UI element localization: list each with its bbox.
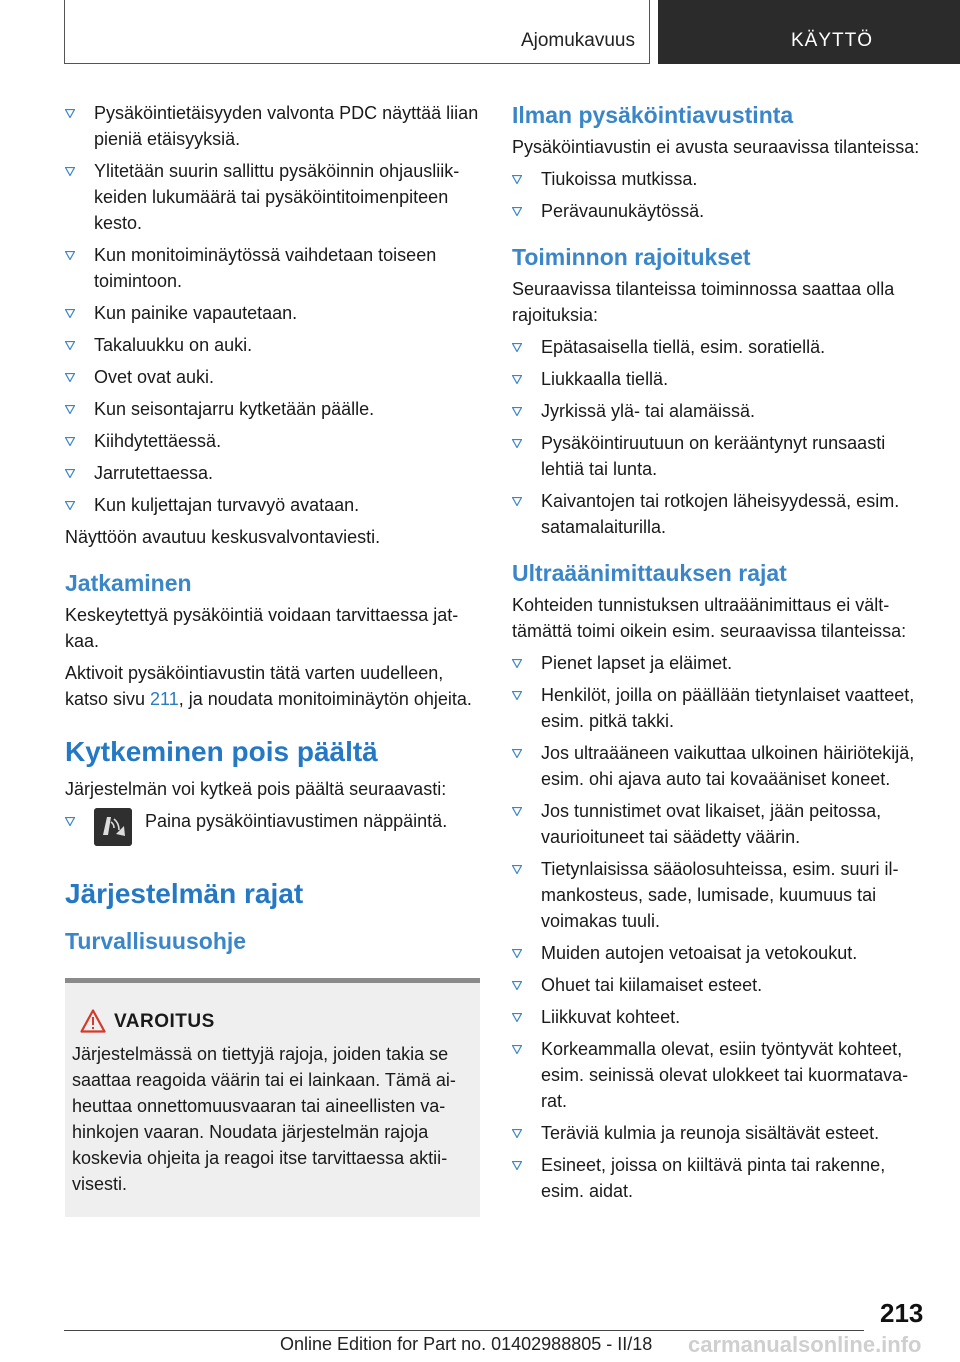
triangle-bullet-icon <box>512 207 522 216</box>
reactivate-text-a: Aktivoit pysäköintiavustin tätä varten uudelleen, katso sivu <box>65 663 444 709</box>
list-item-text: Pysäköintiruutuun on kerääntynyt runsaasti lehtiä tai lunta. <box>541 433 886 479</box>
triangle-bullet-icon <box>512 807 522 816</box>
list-item-text: Pienet lapset ja eläimet. <box>541 653 733 673</box>
list-item-text: Kun painike vapautetaan. <box>94 303 298 323</box>
list-item <box>512 366 927 392</box>
list-item <box>512 1152 927 1204</box>
triangle-bullet-icon <box>512 981 522 990</box>
list-item-text: Esineet, joissa on kiiltävä pinta tai rakenne, esim. aidat. <box>541 1155 886 1201</box>
list-item <box>65 332 480 358</box>
list-item-text: Ylitetään suurin sallittu pysäköinnin ohjausliikkeiden lukumäärä tai pysäköintitoimenpiteen kesto. <box>94 161 460 233</box>
list-item <box>512 856 927 934</box>
footer-divider <box>64 1330 864 1331</box>
list-item <box>65 428 480 454</box>
chapter-title: KÄYTTÖ <box>791 30 874 51</box>
left-column <box>65 100 480 1217</box>
list-item-text: Liikkuvat kohteet. <box>541 1007 681 1027</box>
triangle-bullet-icon <box>65 309 75 318</box>
list-item <box>512 940 927 966</box>
warning-triangle-icon <box>80 1009 106 1033</box>
warning-title: VAROITUS <box>114 1011 215 1032</box>
list-item <box>512 682 927 734</box>
list-item <box>512 650 927 676</box>
list-item <box>512 398 927 424</box>
triangle-bullet-icon <box>512 749 522 758</box>
paragraph-resume: Keskeytettyä pysäköintiä voidaan tarvittaessa jatkaa. <box>65 605 459 651</box>
list-item-text: Ohuet tai kiilamaiset esteet. <box>541 975 763 995</box>
heading-jatkaminen: Jatkaminen <box>65 570 192 596</box>
paragraph-reactivate <box>65 660 480 712</box>
triangle-bullet-icon <box>512 175 522 184</box>
triangle-bullet-icon <box>512 1161 522 1170</box>
page-header <box>0 0 960 66</box>
list-item-text: Muiden autojen vetoaisat ja vetokoukut. <box>541 943 858 963</box>
list-item-text: Jarrutettaessa. <box>94 463 214 483</box>
section-tab <box>64 0 650 64</box>
list-item <box>65 158 480 236</box>
switch-off-step <box>65 808 480 854</box>
list-item-text: Epätasaisella tiellä, esim. soratiellä. <box>541 337 826 357</box>
warning-header <box>72 1009 468 1037</box>
list-item <box>512 198 927 224</box>
page-link-211[interactable]: 211 <box>150 689 179 709</box>
triangle-bullet-icon <box>512 407 522 416</box>
triangle-bullet-icon <box>65 341 75 350</box>
list-item-text: Kun monitoiminäytössä vaihdetaan toiseen toimintoon. <box>94 245 437 291</box>
watermark: carmanualsonline.info <box>688 1332 922 1357</box>
section-title: Ajomukavuus <box>520 30 635 51</box>
triangle-bullet-icon <box>65 251 75 260</box>
list-item-text: Tiukoissa mutkissa. <box>541 169 698 189</box>
paragraph-switch-off: Järjestelmän voi kytkeä pois päältä seuraavasti: <box>65 779 447 799</box>
list-item <box>512 798 927 850</box>
list-item <box>65 100 480 152</box>
triangle-bullet-icon <box>512 949 522 958</box>
list-item-text: Perävaunukäytössä. <box>541 201 705 221</box>
triangle-bullet-icon <box>512 439 522 448</box>
triangle-bullet-icon <box>65 373 75 382</box>
list-item-text: Jos ultraääneen vaikuttaa ulkoinen häiriötekijä, esim. ohi ajava auto tai kovaääniset koneet. <box>541 743 915 789</box>
heading-ultra: Ultraäänimittauksen rajat <box>512 560 787 586</box>
warning-box <box>65 978 480 1217</box>
list-item <box>512 334 927 360</box>
list-item <box>65 364 480 390</box>
warning-text: Järjestelmässä on tiettyjä rajoja, joiden takia se saattaa reagoida väärin tai ei lainkaan. Tämä aiheuttaa onnettomuusvaaran tai aineellisten vahinkojen vaaran. Noudata järjestelmän rajoja koskevia ohjeita ja reagoi itse tarvittaessa aktiivisesti. <box>72 1044 456 1194</box>
triangle-bullet-icon <box>512 659 522 668</box>
list-item-text: Kaivantojen tai rotkojen läheisyydessä, esim. satamalaiturilla. <box>541 491 900 537</box>
triangle-bullet-icon <box>65 405 75 414</box>
heading-turvallisuus: Turvallisuusohje <box>65 928 247 954</box>
list-item-text: Jyrkissä ylä- tai alamäissä. <box>541 401 756 421</box>
footer-edition: Online Edition for Part no. 01402988805 - II/18 <box>280 1334 653 1354</box>
list-item-text: Pysäköintietäisyyden valvonta PDC näyttää liian pieniä etäisyyksiä. <box>94 103 479 149</box>
list-item-text: Tietynlaisissa sääolosuhteissa, esim. suuri ilmankosteus, sade, lumisade, kuumuus tai voimakas tuuli. <box>541 859 899 931</box>
paragraph-ultra: Kohteiden tunnistuksen ultraäänimittaus ei välttämättä toimi oikein esim. seuraavissa tilanteissa: <box>512 595 907 641</box>
triangle-bullet-icon <box>65 469 75 478</box>
list-item-text: Kun seisontajarru kytketään päälle. <box>94 399 375 419</box>
list-item-text: Ovet ovat auki. <box>94 367 215 387</box>
list-item <box>512 972 927 998</box>
list-item <box>512 740 927 792</box>
paragraph-ilman: Pysäköintiavustin ei avusta seuraavissa tilanteissa: <box>512 137 920 157</box>
triangle-bullet-icon <box>512 1045 522 1054</box>
reactivate-text-b: , ja noudata monitoiminäytön ohjeita. <box>178 689 472 709</box>
triangle-bullet-icon <box>65 817 75 826</box>
list-item <box>65 460 480 486</box>
paragraph-rajoitukset: Seuraavissa tilanteissa toiminnossa saattaa olla rajoituksia: <box>512 279 895 325</box>
right-column <box>512 100 927 1210</box>
limitations-list <box>512 334 927 540</box>
list-item <box>512 430 927 482</box>
triangle-bullet-icon <box>512 497 522 506</box>
list-item <box>512 166 927 192</box>
ultrasonic-limits-list <box>512 650 927 1204</box>
list-item-text: Teräviä kulmia ja reunoja sisältävät esteet. <box>541 1123 880 1143</box>
deactivation-conditions-list <box>65 100 480 518</box>
list-item-text: Kun kuljettajan turvavyö avataan. <box>94 495 360 515</box>
list-item-text: Liukkaalla tiellä. <box>541 369 669 389</box>
list-item <box>65 396 480 422</box>
list-item <box>512 1120 927 1146</box>
list-item <box>512 1004 927 1030</box>
list-item-text: Kiihdytettäessä. <box>94 431 222 451</box>
heading-rajoitukset: Toiminnon rajoitukset <box>512 244 751 270</box>
heading-rajat: Järjestelmän rajat <box>65 878 304 909</box>
triangle-bullet-icon <box>512 1129 522 1138</box>
triangle-bullet-icon <box>512 691 522 700</box>
triangle-bullet-icon <box>512 375 522 384</box>
list-item-text: Henkilöt, joilla on päällään tietynlaiset vaatteet, esim. pitkä takki. <box>541 685 915 731</box>
triangle-bullet-icon <box>65 109 75 118</box>
chapter-tab <box>658 0 960 64</box>
no-assist-list <box>512 166 927 224</box>
triangle-bullet-icon <box>512 865 522 874</box>
heading-kytkeminen: Kytkeminen pois päältä <box>65 736 378 767</box>
list-item <box>65 492 480 518</box>
triangle-bullet-icon <box>65 437 75 446</box>
triangle-bullet-icon <box>512 343 522 352</box>
list-item <box>65 300 480 326</box>
parking-assist-button-icon <box>94 808 132 846</box>
triangle-bullet-icon <box>65 167 75 176</box>
triangle-bullet-icon <box>65 501 75 510</box>
list-item-text: Takaluukku on auki. <box>94 335 253 355</box>
list-item <box>512 488 927 540</box>
list-item <box>512 1036 927 1114</box>
heading-ilman: Ilman pysäköintiavustinta <box>512 102 794 128</box>
list-item-text: Jos tunnistimet ovat likaiset, jään peitossa, vaurioituneet tai säädetty väärin. <box>541 801 882 847</box>
paragraph-message: Näyttöön avautuu keskusvalvontaviesti. <box>65 527 381 547</box>
list-item <box>65 242 480 294</box>
list-item-text: Korkeammalla olevat, esiin työntyvät kohteet, esim. seinissä olevat ulokkeet tai kuormatavarat. <box>541 1039 909 1111</box>
page-number: 213 <box>880 1298 924 1328</box>
triangle-bullet-icon <box>512 1013 522 1022</box>
switch-off-instruction: Paina pysäköintiavustimen näppäintä. <box>145 811 448 831</box>
